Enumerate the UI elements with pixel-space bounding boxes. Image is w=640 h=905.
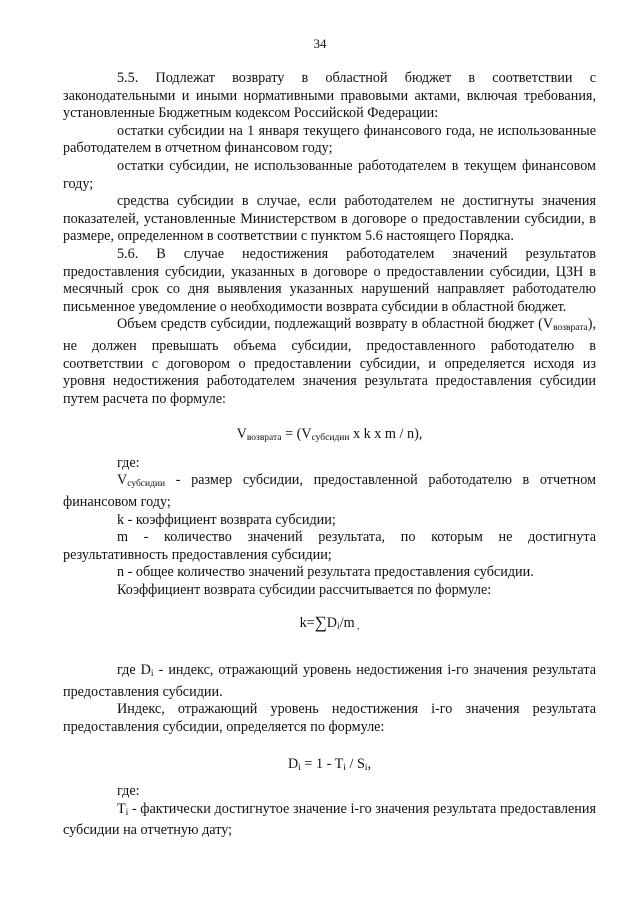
- formula-part: ,: [367, 755, 372, 772]
- text-run: - размер субсидии, предоставленной работодателю в отчетном финансовом году;: [63, 472, 596, 511]
- subscript: i: [343, 762, 346, 773]
- definition-t: [63, 801, 596, 840]
- subscript: возврата: [246, 433, 282, 444]
- subscript: субсидии: [127, 479, 166, 490]
- paragraph-5-6: 5.6. В случае недостижения работодателем значений результатов предоставления субсидии, указанных в договоре о предоставлении субсидии, ЦЗН в месячный срок со дня выявления указанных нарушений направляет работодателю письменное уведомление о необходимости возврата субсидии в областной бюджет.: [63, 245, 596, 315]
- formula-part: k=: [299, 614, 315, 631]
- formula-comma: ,: [354, 621, 360, 632]
- text-run: V: [117, 472, 128, 489]
- page-number: 34: [313, 36, 327, 51]
- definition-k: k - коэффициент возврата субсидии;: [117, 511, 336, 528]
- definition-m: m - количество значений результата, по которым не достигнута результативность предоставления субсидии;: [63, 529, 596, 563]
- text-run: T: [117, 800, 126, 817]
- paragraph-coefficient: Коэффициент возврата субсидии рассчитывается по формуле:: [117, 582, 492, 599]
- formula-index: [63, 756, 596, 778]
- list-item: средства субсидии в случае, если работодателем не достигнуты значения показателей, установленные Министерством в договоре о предоставлении субсидии, в размере, определенном в соответствии с пунктом 5.6 настоящего Порядка.: [63, 193, 596, 245]
- subscript: i: [337, 621, 340, 632]
- where-label: где:: [117, 783, 140, 800]
- subscript: i: [125, 807, 129, 818]
- subscript: субсидии: [311, 433, 350, 444]
- where-label: где:: [117, 454, 140, 471]
- paragraph-refund-volume: [63, 316, 596, 408]
- text-run: где D: [117, 662, 151, 679]
- formula-part: / S: [345, 755, 365, 772]
- subscript: i: [364, 762, 368, 773]
- formula-part: = 1 - T: [300, 755, 344, 772]
- formula-part: = (V: [281, 426, 312, 443]
- subscript: i: [150, 669, 154, 680]
- formula-part: /m: [339, 614, 355, 631]
- list-item: остатки субсидии на 1 января текущего финансового года, не использованные работодателем в отчетном финансовом году;: [63, 122, 596, 157]
- text-run: - индекс, отражающий уровень недостижения i-го значения результата предоставления субсидии.: [63, 662, 596, 700]
- paragraph-index: Индекс, отражающий уровень недостижения i-го значения результата предоставления субсидии, определяется по формуле:: [63, 701, 596, 735]
- sum-symbol: ∑: [314, 612, 327, 632]
- document-body: [63, 70, 596, 840]
- definition-n: n - общее количество значений результата предоставления субсидии.: [117, 564, 534, 581]
- text-run: Объем средств субсидии, подлежащий возврату в областной бюджет (V: [117, 316, 554, 333]
- formula-part: x k x m / n),: [349, 426, 423, 443]
- definition-d: [63, 662, 596, 701]
- formula-refund: [63, 426, 596, 448]
- list-item: остатки субсидии, не использованные работодателем в текущем финансовом году;: [63, 157, 596, 192]
- paragraph-5-5: 5.5. Подлежат возврату в областной бюджет в соответствии с законодательными и иными нормативными правовыми актами, включая требования, установленные Бюджетным кодексом Российской Федерации:: [63, 70, 596, 122]
- definition-v-subsidy: [63, 472, 596, 511]
- formula-coefficient: [63, 614, 596, 637]
- formula-part: V: [236, 426, 247, 443]
- subscript: возврата: [553, 323, 588, 334]
- text-run: - фактически достигнутое значение i-го значения результата предоставления субсидии на отчетную дату;: [63, 800, 596, 839]
- text-run: ), не должен превышать объема субсидии, предоставленного работодателю в соответствии с договором о предоставлении субсидии, и определяется исходя из уровня недостижения работодателем значения результата предоставления субсидии путем расчета по формуле:: [63, 316, 596, 407]
- formula-part: D: [287, 755, 299, 772]
- subscript: i: [298, 762, 301, 773]
- formula-part: D: [326, 614, 338, 631]
